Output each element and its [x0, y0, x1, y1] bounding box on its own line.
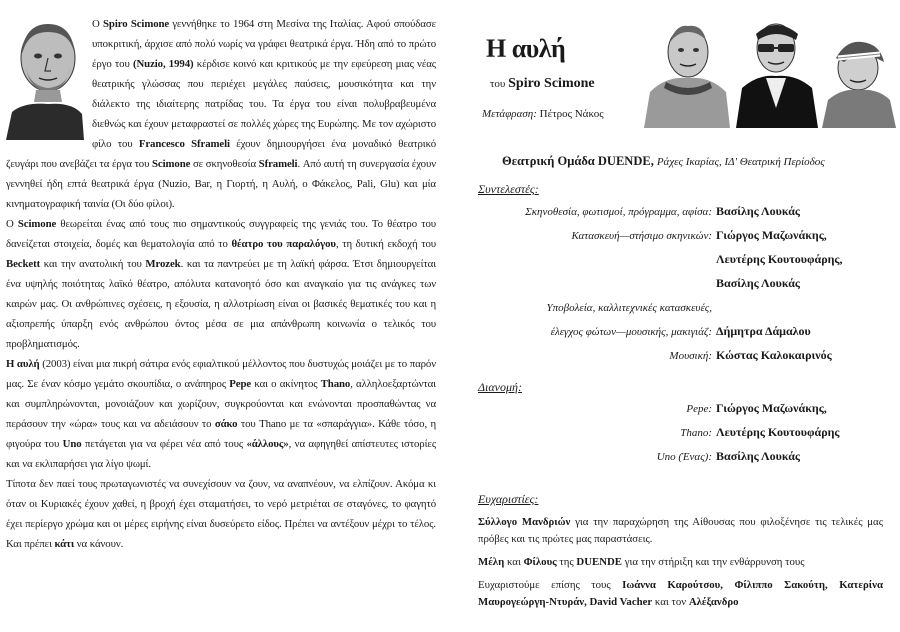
play-title: Η αυλή [486, 34, 566, 63]
credits-row [456, 203, 900, 225]
credits-row [456, 299, 900, 321]
bold-run: Mrozek [145, 258, 181, 270]
author-name: Spiro Scimone [508, 76, 595, 91]
cast-row [456, 400, 900, 422]
role-label: έλεγχος φώτων—μουσικής, μακιγιάζ: [550, 326, 712, 338]
author-portrait-drawing [6, 16, 84, 140]
thanks-paragraph-2: Μέλη και Φίλους της DUENDE για την στήριξη και την ενθάρρυνση τους [478, 556, 805, 568]
translator-name: Πέτρος Νάκος [539, 108, 604, 120]
bold-run: Spiro Scimone [103, 18, 170, 30]
bold-run: σάκο [214, 418, 238, 430]
cast-row [456, 424, 900, 446]
role-label: Pepe: [686, 403, 712, 415]
troupe-line [502, 154, 825, 169]
author-prefix: του [490, 78, 506, 90]
bold-run: Beckett [6, 258, 41, 270]
credits-row [456, 251, 900, 273]
play-author-line [490, 76, 595, 92]
bio-paragraph-2: Ο Scimone θεωρείται ένας από τους πιο σημαντικούς συγγραφείς της γενιάς του. Το θέατρο του δανείζεται στοιχεία, δομές και θεματολογία από το θέατρο του παραλόγου, τη δυτική εκδοχή του Beckett και την ανατολική του Mrozek. και τα παντρεύει με τη λαϊκή φάρσα. Έτσι δημιουργείται ένα υψηλής ποιότητας λαϊκό θέατρο, απόλυτα κατανοητό όσο και αναγκαίο για τις ανάγκες των καιρών μας. Οι ανθρώπινες σχέσεις, η εξουσία, η αλλοτρίωση είναι οι βασικές θεματικές του και η αξιοπρεπής ύπαρξη ενός ανθρώπου όντος μέσα σε μια απάνθρωπη κοινωνία ο τελικός του προβληματισμός. [6, 218, 437, 350]
author-biography [6, 14, 436, 554]
person-name: Λευτέρης Κουτουφάρης, [716, 252, 843, 266]
thanks-paragraph-3: Ευχαριστούμε επίσης τους Ιωάννα Καρούτσου, Φίλιππο Σακούτη, Κατερίνα Μαυρογεώργη-Ντυράν, David Vacher και τον Αλέξανδρο [478, 579, 883, 608]
author-portrait [6, 16, 84, 140]
credits-row [456, 347, 900, 369]
troupe-name: Θεατρική Ομάδα DUENDE, [502, 154, 654, 168]
role-label: Thano: [680, 427, 712, 439]
bold-run: Scimone [152, 158, 191, 170]
role-label: Σκηνοθεσία, φωτισμοί, πρόγραμμα, αφίσα: [525, 206, 712, 218]
bold-run: Pepe [229, 378, 252, 390]
role-label: Κατασκευή—στήσιμο σκηνικών: [571, 230, 712, 242]
credits-row [456, 323, 900, 345]
bold-run: Μέλη [478, 556, 505, 568]
role-label: Uno (Ένας): [656, 451, 712, 463]
cast-photos [626, 18, 896, 128]
right-page [456, 0, 900, 632]
person-name: Βασίλης Λουκάς [716, 449, 800, 463]
cast-row [456, 448, 900, 470]
person-name: Κώστας Καλοκαιρινός [716, 348, 832, 362]
role-label: Υποβολεία, καλλιτεχνικές κατασκευές, [546, 302, 712, 314]
bold-run: «άλλους» [246, 438, 289, 450]
bold-run: DUENDE [576, 556, 622, 568]
role-label: Μουσική: [669, 350, 712, 362]
translation-label: Μετάφραση: [482, 108, 537, 120]
bold-run: (Nuzio, 1994) [132, 58, 194, 70]
troupe-place: Ράχες Ικαρίας, ΙΔ' Θεατρική Περίοδος [656, 156, 825, 168]
bold-run: Η αυλή [6, 358, 40, 370]
bold-run: Uno [62, 438, 82, 450]
bold-run: Sframeli [258, 158, 298, 170]
person-name: Βασίλης Λουκάς [716, 204, 800, 218]
bold-run: Thano [320, 378, 351, 390]
cast-heading: Διανομή: [478, 380, 522, 394]
thanks-paragraph-1: Σύλλογο Μανδριών για την παραχώρηση της Αίθουσας που φιλοξένησε τις τελικές μας πρόβες και τις πρώτες μας παραστάσεις. [478, 516, 883, 545]
play-summary-paragraph: Η αυλή (2003) είναι μια πικρή σάτιρα ενός εφιαλτικού μέλλοντος που δυστυχώς μοιάζει με το παρόν μας. Σε έναν κόσμο γεμάτο σκουπίδια, ο ανάπηρος Pepe και ο ακίνητος Thano, αλληλοεξαρτώνται και συμπληρώνονται, μονοιάζουν και χωρίζουν, συγκρούονται και ενώνονται προσπαθώντας να περάσουν την «ώρα» τους και να αδειάσουν το σάκο του Thano με τα «σπαράγγια». Κάθε τόσο, η φιγούρα του Uno πετάγεται για να φέρει νέα από τους «άλλους», να αφηγηθεί απίστευτες ιστορίες και να εκλιπαρήσει για λίγο ψωμί. [6, 358, 437, 470]
bold-run: κάτι [54, 538, 75, 550]
play-closing-paragraph: Τίποτα δεν παεί τους πρωταγωνιστές να συνεχίσουν να ζουν, να αναπνέουν, να ελπίζουν. Ακόμα κι όταν οι Κυριακές έχουν χαθεί, η βροχή έχει σταματήσει, το νερό μετριέται σε σταγόνες, το φαγητό έχει περίεργο χρώμα και οι μέρες ειρήνης είναι δυσεύρετο είδος. Πρέπει να αντέξουν μέχρι το τέλος. Και πρέπει κάτι να κάνουν. [6, 478, 436, 550]
bold-run: Scimone [17, 218, 57, 230]
bold-run: Σύλλογο Μανδριών [478, 516, 571, 528]
credits-row [456, 275, 900, 297]
bold-run: Φίλους [523, 556, 557, 568]
bold-run: θέατρο του παραλόγου [231, 238, 336, 250]
person-name: Γιώργος Μαζωνάκης, [716, 228, 827, 242]
thanks-heading: Ευχαριστίες: [478, 492, 539, 506]
credits-heading: Συντελεστές: [478, 182, 539, 196]
bold-run: Francesco Sframeli [138, 138, 230, 150]
bold-run: Ιωάννα Καρούτσου, Φίλιππο Σακούτη, Κατερίνα Μαυρογεώργη-Ντυράν, David Vacher [478, 579, 883, 608]
person-name: Γιώργος Μαζωνάκης, [716, 401, 827, 415]
person-name: Λευτέρης Κουτουφάρης [716, 425, 840, 439]
person-name: Βασίλης Λουκάς [716, 276, 800, 290]
credits-row [456, 227, 900, 249]
bold-run: Αλέξανδρο [688, 596, 739, 608]
cast-photos-drawing [626, 18, 896, 128]
bio-paragraph-1: Ο Spiro Scimone γεννήθηκε το 1964 στη Μεσίνα της Ιταλίας. Αφού σπούδασε υποκριτική, άρχισε από πολύ νωρίς να γράφει θεατρικά έργα. Ήδη από το πρώτο έργο του (Nuzio, 1994) κέρδισε κοινό και κριτικούς με την εφεύρεση μιας νέας θεατρικής γλώσσας που περιέχει μεγάλες παύσεις, μουσικότητα και την διάλεκτο της ιδιαίτερης πατρίδας του. Τα έργα του είναι πολυβραβευμένα διεθνώς και έχουν μεταφραστεί σε πολλές χώρες της Ευρώπης. Με τον αχώριστο φίλο του Francesco Sframeli έχουν δημιουργήσει ένα μοναδικό θεατρικό ζευγάρι που ανεβάζει τα έργα του Scimone σε σκηνοθεσία Sframeli. Από αυτή τη συνεργασία έχουν γεννηθεί ήδη επτά θεατρικά έργα (Nuzio, Bar, η Γιορτή, η Αυλή, ο Φάκελος, Pali, Glu) και μία κινηματογραφική ταινία (Οι δύο φίλοι). [6, 18, 437, 210]
person-name: Δήμητρα Δάμαλου [716, 324, 811, 338]
translation-line [482, 108, 604, 120]
